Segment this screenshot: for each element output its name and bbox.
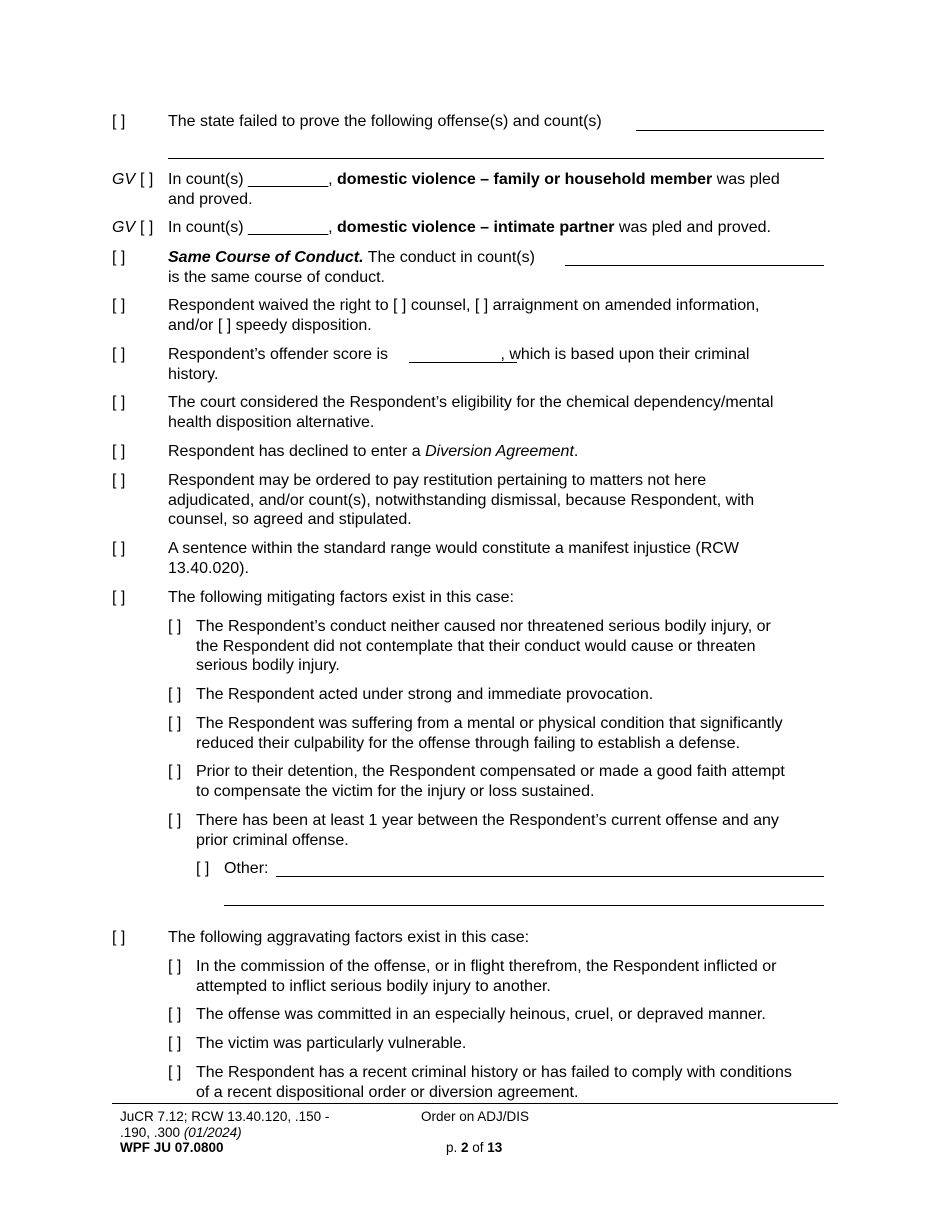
checkbox[interactable]: [ ] <box>140 219 154 236</box>
item-text: In the commission of the offense, or in flight therefrom, the Respondent inflicted or attempted to inflict serious bodily injury to another. <box>196 958 777 995</box>
checkbox[interactable]: [ ] <box>168 1035 182 1052</box>
form-number: WPF JU 07.0800 <box>120 1140 224 1155</box>
checkbox[interactable]: [ ] <box>168 958 182 975</box>
checkbox[interactable]: [ ] <box>474 297 489 314</box>
footer-title: Order on ADJ/DIS <box>421 1109 530 1124</box>
checkbox[interactable]: [ ] <box>112 113 126 130</box>
checkbox[interactable]: [ ] <box>112 249 126 266</box>
footer-citation: JuCR 7.12; RCW 13.40.120, .150 - .190, .300 (01/2024) WPF JU 07.0800 <box>120 1109 330 1155</box>
checkbox[interactable]: [ ] <box>112 472 126 489</box>
item-text: A sentence within the standard range would constitute a manifest injustice (RCW 13.40.020). <box>168 540 739 577</box>
item-text: There has been at least 1 year between the Respondent’s current offense and any prior criminal offense. <box>196 812 779 849</box>
checkbox[interactable]: [ ] <box>168 812 182 829</box>
blank-line[interactable] <box>168 158 824 159</box>
item-text: The court considered the Respondent’s eligibility for the chemical dependency/mental health disposition alternative. <box>168 394 774 431</box>
checkbox[interactable]: [ ] <box>112 346 126 363</box>
item-text: The Respondent acted under strong and immediate provocation. <box>196 686 654 703</box>
gv-label: GV <box>112 171 136 188</box>
checkbox[interactable]: [ ] <box>217 316 232 334</box>
item-text: Respondent’s offender score is , which is based upon their criminal history. <box>168 346 750 383</box>
item-text: The following aggravating factors exist in this case: <box>168 929 530 946</box>
blank-line[interactable] <box>409 362 517 363</box>
item-text: Respondent waived the right to [ ] counsel, [ ] arraignment on amended information, and/or [ ] speedy disposition. <box>168 297 760 334</box>
checkbox[interactable]: [ ] <box>196 860 210 877</box>
blank-line[interactable] <box>224 905 824 906</box>
item-text: The Respondent’s conduct neither caused nor threatened serious bodily injury, or the Respondent did not contemplate that their conduct would cause or threaten serious bodily injury. <box>196 618 771 674</box>
gv-label: GV <box>112 219 136 236</box>
item-text: The Respondent has a recent criminal history or has failed to comply with conditions of a recent dispositional order or diversion agreement. <box>196 1064 792 1101</box>
item-text: The victim was particularly vulnerable. <box>196 1035 467 1052</box>
checkbox[interactable]: [ ] <box>168 1064 182 1081</box>
checkbox[interactable]: [ ] <box>393 297 407 314</box>
item-text: In count(s) _________, domestic violence – intimate partner was pled and proved. <box>168 219 771 236</box>
checkbox[interactable]: [ ] <box>168 618 182 635</box>
blank-line[interactable] <box>565 265 824 266</box>
item-text: Other: <box>224 860 269 877</box>
checkbox[interactable]: [ ] <box>168 715 182 732</box>
checkbox[interactable]: [ ] <box>112 540 126 557</box>
blank-line[interactable] <box>276 876 824 877</box>
checkbox[interactable]: [ ] <box>168 686 182 703</box>
item-text: The Respondent was suffering from a mental or physical condition that significantly reduced their culpability for the offense through failing to establish a defense. <box>196 715 783 752</box>
checkbox[interactable]: [ ] <box>112 589 126 606</box>
footer-page-number: p. 2 of 13 <box>446 1140 503 1155</box>
item-text: Respondent has declined to enter a Diversion Agreement. <box>168 443 579 460</box>
checkbox[interactable]: [ ] <box>112 929 126 946</box>
checkbox[interactable]: [ ] <box>168 763 182 780</box>
item-text: The following mitigating factors exist in this case: <box>168 589 514 606</box>
item-text: The state failed to prove the following offense(s) and count(s) <box>168 113 602 130</box>
item-text: Prior to their detention, the Respondent compensated or made a good faith attempt to compensate the victim for the injury or loss sustained. <box>196 763 785 800</box>
item-text: Same Course of Conduct. The conduct in count(s) is the same course of conduct. <box>168 249 535 286</box>
checkbox[interactable]: [ ] <box>112 443 126 460</box>
checkbox[interactable]: [ ] <box>112 394 126 411</box>
checkbox[interactable]: [ ] <box>168 1006 182 1023</box>
item-text: In count(s) _________, domestic violence – family or household member was pled and proved. <box>168 171 780 208</box>
checkbox[interactable]: [ ] <box>112 297 126 314</box>
page-footer <box>112 1103 838 1155</box>
checkbox[interactable]: [ ] <box>140 171 154 188</box>
item-text: The offense was committed in an especially heinous, cruel, or depraved manner. <box>196 1006 766 1023</box>
blank-line[interactable] <box>636 130 824 131</box>
item-text: Respondent may be ordered to pay restitution pertaining to matters not here adjudicated, and/or count(s), notwithstanding dismissal, because Respondent, with counsel, so agreed and stipulated. <box>168 472 755 528</box>
